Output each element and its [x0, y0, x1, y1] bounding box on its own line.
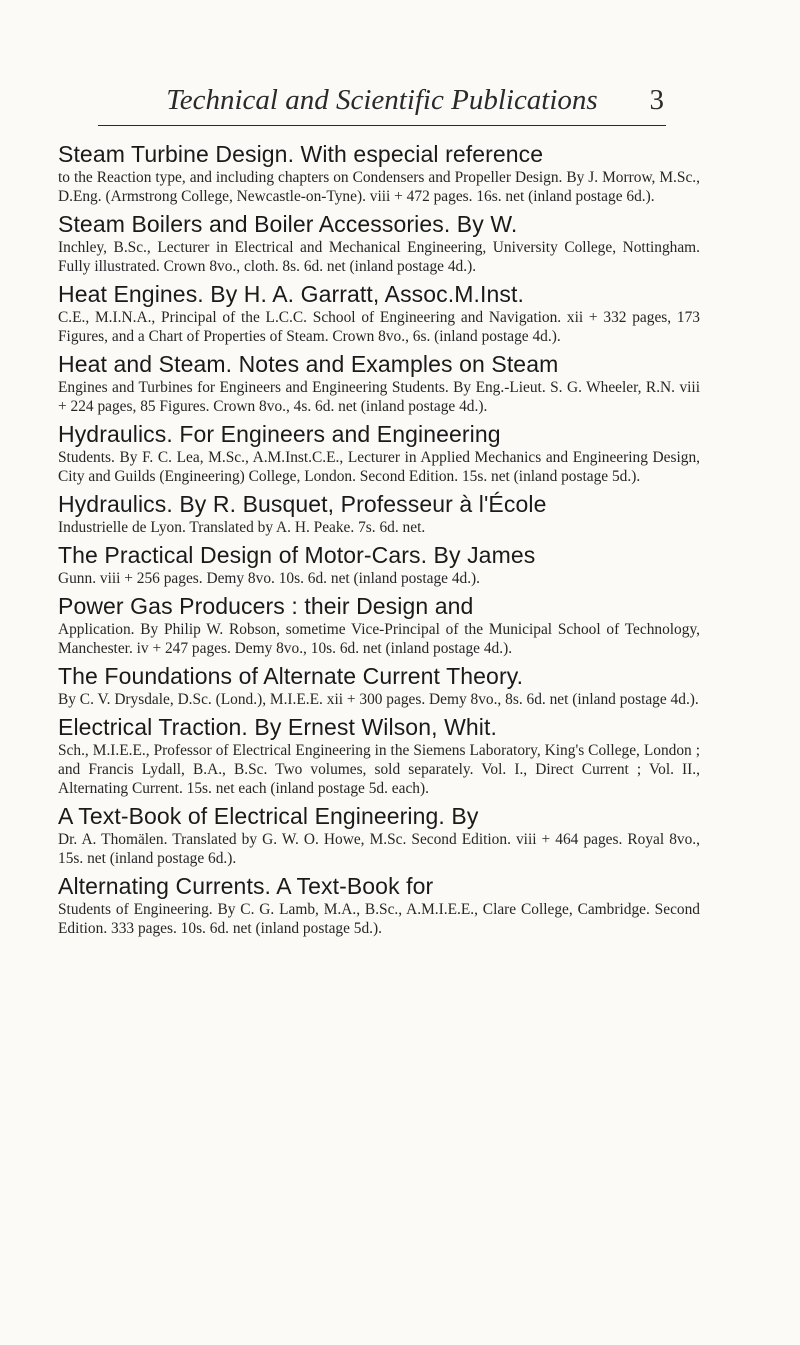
entry-description: Students. By F. C. Lea, M.Sc., A.M.Inst.C.E., Lecturer in Applied Mechanics and Engineering Design, City and Guilds (Engineering) College, London. Second Edition. 15s. net (inland postage 5d.).	[58, 449, 700, 485]
list-item	[58, 350, 700, 416]
entry-title: A Text-Book of Electrical Engineering. By	[58, 803, 479, 829]
entry-description: By C. V. Drysdale, D.Sc. (Lond.), M.I.E.E. xii + 300 pages. Demy 8vo., 8s. 6d. net (inland postage 4d.).	[58, 691, 699, 708]
entry-title: Heat and Steam. Notes and Examples on Steam	[58, 351, 559, 377]
page-header	[98, 80, 666, 120]
entry-title: Steam Boilers and Boiler Accessories. By W.	[58, 211, 518, 237]
entry-description: Students of Engineering. By C. G. Lamb, M.A., B.Sc., A.M.I.E.E., Clare College, Cambridge. Second Edition. 333 pages. 10s. 6d. net (inland postage 5d.).	[58, 901, 700, 937]
list-item	[58, 280, 700, 346]
entry-title: Steam Turbine Design. With especial reference	[58, 141, 544, 167]
entry-description: Application. By Philip W. Robson, sometime Vice-Principal of the Municipal School of Technology, Manchester. iv + 247 pages. Demy 8vo., 10s. 6d. net (inland postage 4d.).	[58, 621, 700, 657]
entry-title: Electrical Traction. By Ernest Wilson, Whit.	[58, 714, 497, 740]
entry-title: The Foundations of Alternate Current Theory.	[58, 663, 524, 689]
list-item	[58, 713, 700, 798]
entry-title: Power Gas Producers : their Design and	[58, 593, 474, 619]
entry-description: Industrielle de Lyon. Translated by A. H. Peake. 7s. 6d. net.	[58, 519, 426, 536]
list-item	[58, 872, 700, 938]
entry-description: to the Reaction type, and including chapters on Condensers and Propeller Design. By J. Morrow, M.Sc., D.Eng. (Armstrong College, Newcastle-on-Tyne). viii + 472 pages. 16s. net (inland postage 6d.).	[58, 169, 700, 205]
entry-description: Gunn. viii + 256 pages. Demy 8vo. 10s. 6d. net (inland postage 4d.).	[58, 570, 481, 587]
list-item	[58, 541, 700, 588]
list-item	[58, 490, 700, 537]
entry-description: Inchley, B.Sc., Lecturer in Electrical and Mechanical Engineering, University College, Nottingham. Fully illustrated. Crown 8vo., cloth. 8s. 6d. net (inland postage 4d.).	[58, 239, 700, 275]
publication-list	[58, 140, 700, 942]
list-item	[58, 802, 700, 868]
entry-description: C.E., M.I.N.A., Principal of the L.C.C. School of Engineering and Navigation. xii + 332 pages, 173 Figures, and a Chart of Properties of Steam. Crown 8vo., 6s. (inland postage 4d.).	[58, 309, 700, 345]
entry-title: Hydraulics. By R. Busquet, Professeur à l'École	[58, 491, 547, 517]
entry-description: Sch., M.I.E.E., Professor of Electrical Engineering in the Siemens Laboratory, King's College, London ; and Francis Lydall, B.A., B.Sc. Two volumes, sold separately. Vol. I., Direct Current ; Vol. II., Alternating Current. 15s. net each (inland postage 5d. each).	[58, 742, 700, 797]
list-item	[58, 592, 700, 658]
entry-description: Dr. A. Thomälen. Translated by G. W. O. Howe, M.Sc. Second Edition. viii + 464 pages. Royal 8vo., 15s. net (inland postage 6d.).	[58, 831, 700, 867]
entry-title: Alternating Currents. A Text-Book for	[58, 873, 434, 899]
list-item	[58, 140, 700, 206]
list-item	[58, 662, 700, 709]
list-item	[58, 420, 700, 486]
entry-description: Engines and Turbines for Engineers and Engineering Students. By Eng.-Lieut. S. G. Wheeler, R.N. viii + 224 pages, 85 Figures. Crown 8vo., 4s. 6d. net (inland postage 4d.).	[58, 379, 700, 415]
running-title: Technical and Scientific Publications	[166, 84, 598, 116]
entry-title: Hydraulics. For Engineers and Engineering	[58, 421, 501, 447]
entry-title: Heat Engines. By H. A. Garratt, Assoc.M.Inst.	[58, 281, 524, 307]
entry-title: The Practical Design of Motor-Cars. By James	[58, 542, 536, 568]
list-item	[58, 210, 700, 276]
page-number: 3	[649, 84, 664, 116]
header-rule	[98, 125, 666, 126]
